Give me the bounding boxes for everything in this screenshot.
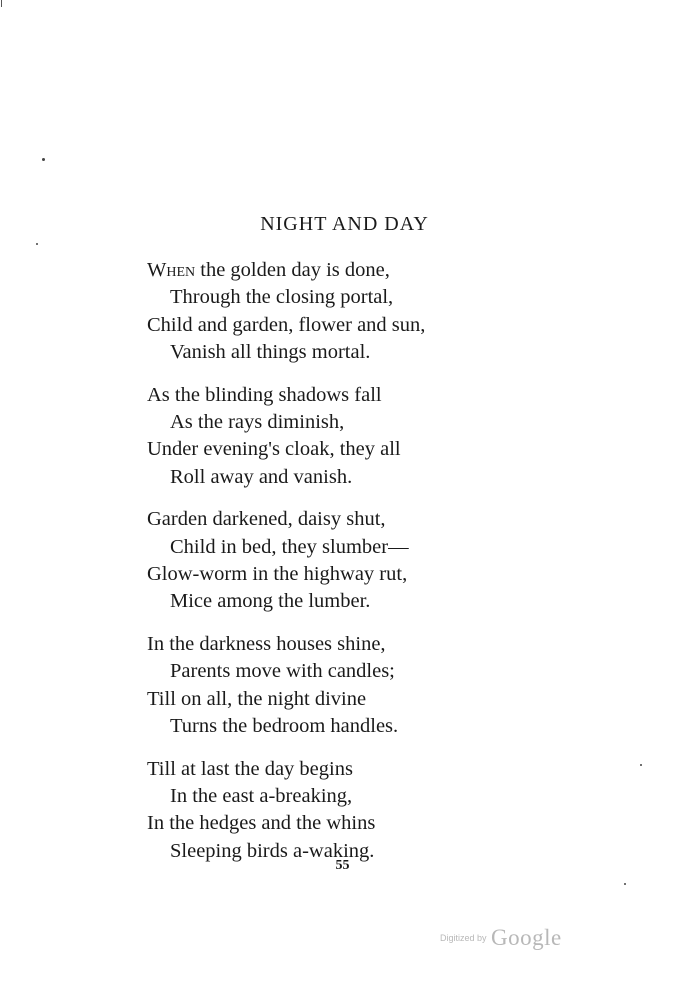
poem-line: Sleeping birds a-waking. [170, 839, 375, 862]
poem-title: NIGHT AND DAY [260, 213, 429, 235]
poem-line: Till on all, the night divine [147, 687, 367, 710]
poem-line: As the rays diminish, [170, 410, 345, 433]
scan-speck [624, 883, 626, 885]
poem-line: Turns the bedroom handles. [170, 714, 399, 737]
poem-line: Child and garden, flower and sun, [147, 313, 426, 336]
stanza-1 [147, 257, 567, 366]
poem-line: Through the closing portal, [170, 286, 394, 309]
poem-line: Vanish all things mortal. [170, 340, 371, 363]
poem-line: Till at last the day begins [147, 757, 353, 780]
scan-mark [1, 0, 2, 7]
poem-line: Glow-worm in the highway rut, [147, 562, 408, 585]
poem-body [147, 257, 567, 880]
poem-line: In the hedges and the whins [147, 812, 376, 835]
poem-line: In the east a-breaking, [170, 785, 353, 808]
watermark-brand: Google [490, 925, 562, 950]
digitized-watermark [440, 925, 562, 951]
scan-speck [640, 764, 642, 766]
stanza-2 [147, 382, 567, 491]
poem-line: Child in bed, they slumber— [170, 535, 409, 558]
watermark-prefix: Digitized by [440, 933, 487, 943]
poem-line: In the darkness houses shine, [147, 633, 386, 656]
page-number: 55 [335, 858, 350, 873]
scan-speck [36, 243, 38, 245]
poem-line: Roll away and vanish. [170, 465, 353, 488]
poem-line [147, 257, 567, 284]
poem-line: Mice among the lumber. [170, 590, 371, 613]
initial-word: When [147, 259, 196, 281]
stanza-5 [147, 756, 567, 865]
poem-line: As the blinding shadows fall [147, 383, 382, 406]
stanza-4 [147, 631, 567, 740]
poem-line: Under evening's cloak, they all [147, 438, 401, 461]
scan-speck [42, 158, 45, 161]
poem-line: Parents move with candles; [170, 660, 395, 683]
line-text: the golden day is done, [195, 259, 390, 281]
poem-line: Garden darkened, daisy shut, [147, 508, 386, 531]
stanza-3 [147, 506, 567, 615]
